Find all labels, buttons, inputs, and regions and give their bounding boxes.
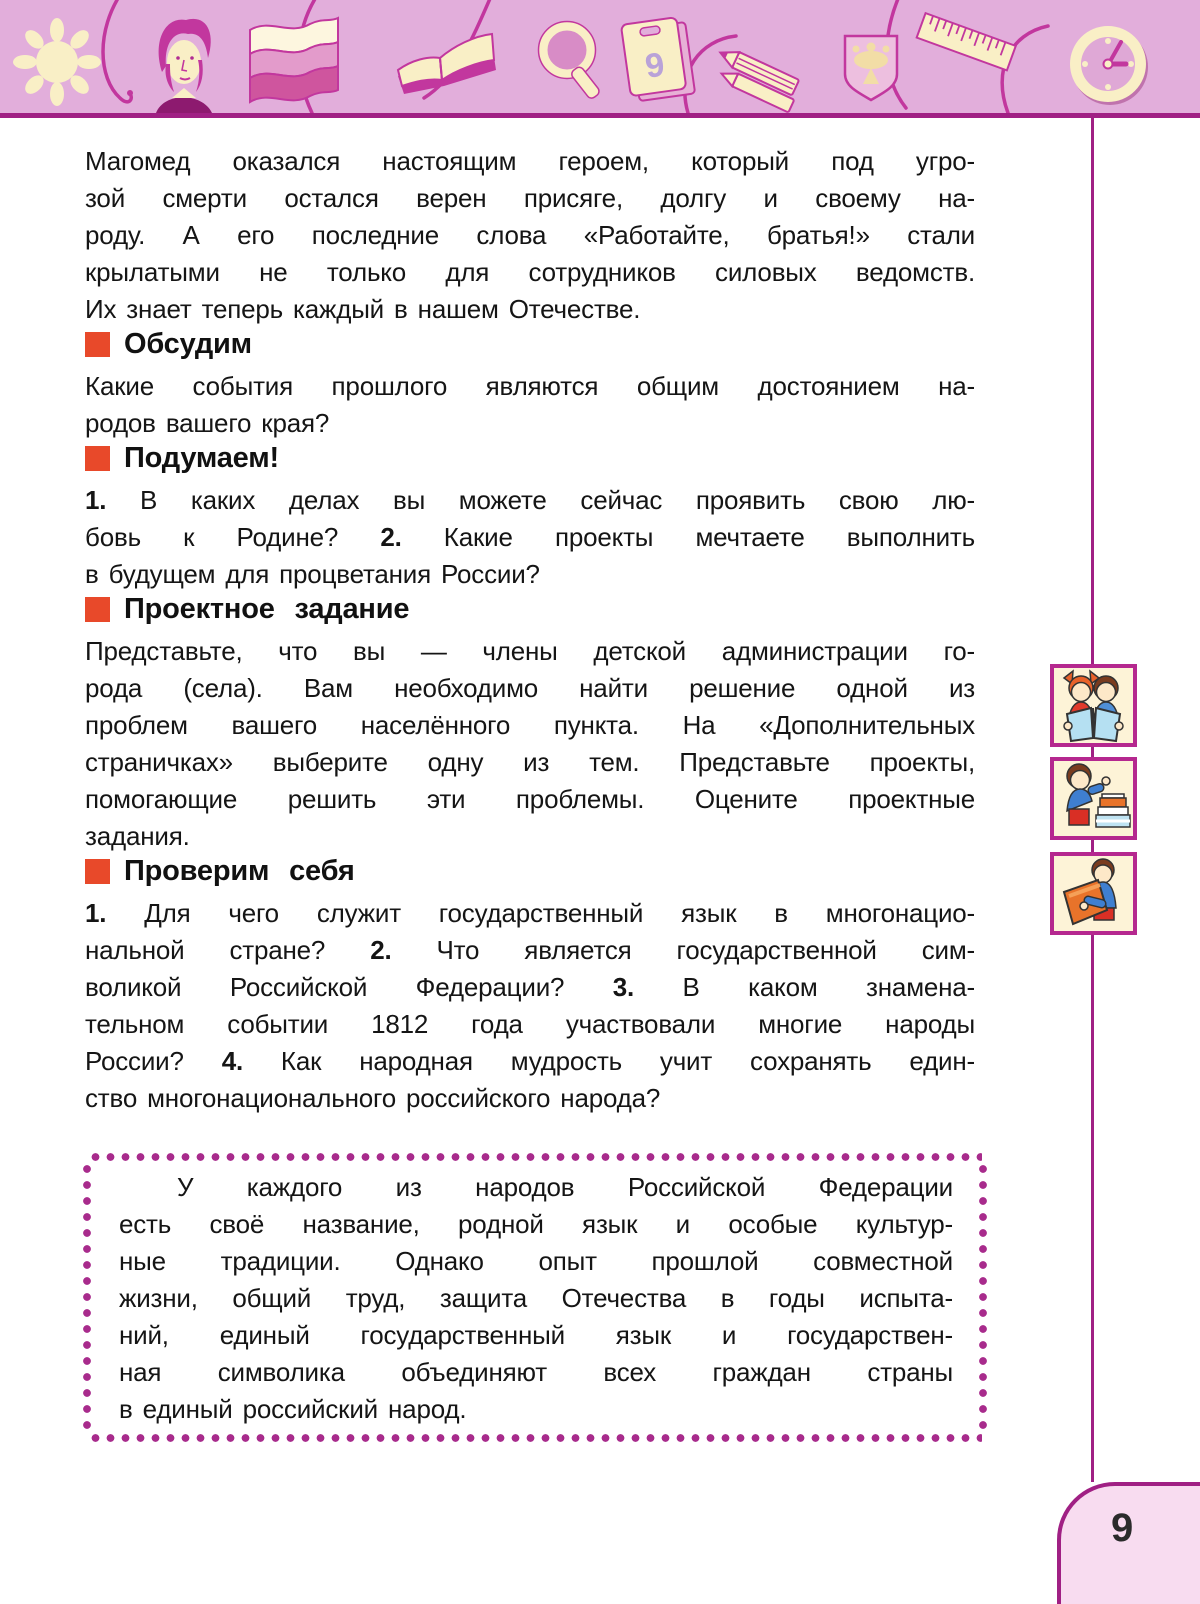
summary-text: У каждого из народов Российской Федерации есть своё название, родной язык и особые культур- ные традиции. Однако опыт прошлой совместной жизни, общий труд, защита Отечества в годы испыта- ний, единый государственный язык и государствен- ная символика объединяют всех граждан страны в единый российский народ. bbox=[119, 1172, 953, 1424]
child-with-book-stack-icon bbox=[1050, 757, 1137, 840]
thread-knot bbox=[127, 90, 133, 96]
ruler-icon bbox=[917, 13, 1016, 70]
pushkin-portrait-icon bbox=[156, 19, 212, 113]
section-bullet-square bbox=[85, 332, 110, 357]
russia-flag-icon bbox=[250, 18, 338, 102]
think-paragraph: 1. В каких делах вы можете сейчас проявить свою лю- бовь к Родине? 2. Какие проекты мечтаете выполнить в будущем для процветания России? bbox=[85, 485, 975, 589]
intro-paragraph: Магомед оказался настоящим героем, который под угро- зой смерти остался верен присяге, долгу и своему на- роду. А его последние слова «Работайте, братья!» стали крылатыми не только для сотрудников силовых ведомств. Их знает теперь каждый в нашем Отечестве. bbox=[85, 146, 975, 324]
child-carrying-book-icon bbox=[1050, 852, 1137, 935]
check-paragraph: 1. Для чего служит государственный язык в многонацио- нальной стране? 2. Что является государственной сим- воликой Российской Федерации? 3. В каком знамена- тельном событии 1812 года участвовали многие народы России? 4. Как народная мудрость учит сохранять един- ство многонационального российского народа? bbox=[85, 898, 976, 1113]
magnifying-glass-icon bbox=[539, 22, 601, 101]
dotted-border-top bbox=[88, 1153, 982, 1161]
dotted-border-bottom bbox=[88, 1434, 982, 1442]
page-number-tab bbox=[1057, 1482, 1200, 1604]
header-band bbox=[0, 0, 1200, 118]
section-bullet-square bbox=[85, 859, 110, 884]
section-title: Обсудим bbox=[124, 328, 252, 360]
section-heading-project bbox=[85, 593, 975, 626]
section-heading-check bbox=[85, 855, 975, 888]
discuss-paragraph: Какие события прошлого являются общим достоянием на- родов вашего края? bbox=[85, 371, 975, 438]
russia-coat-of-arms-icon bbox=[845, 36, 897, 100]
dotted-border-left bbox=[83, 1161, 91, 1434]
header-icons-strip bbox=[0, 0, 1200, 113]
sun-icon bbox=[13, 18, 101, 106]
tear-off-calendar-icon bbox=[621, 16, 695, 102]
page-number: 9 bbox=[1111, 1506, 1133, 1550]
open-book-icon bbox=[398, 34, 496, 94]
main-text-column bbox=[85, 118, 975, 1442]
section-bullet-square bbox=[85, 446, 110, 471]
dotted-border-right bbox=[979, 1161, 987, 1434]
section-title: Проверим себя bbox=[124, 855, 355, 887]
project-paragraph: Представьте, что вы — члены детской администрации го- рода (села). Вам необходимо найти решение одной из проблем вашего населённого пункта. На «Дополнительных страничках» выберите одну из тем. Представьте проекты, помогающие решить эти проблемы. Оцените проектные задания. bbox=[85, 636, 975, 851]
summary-box bbox=[83, 1153, 987, 1442]
calendar-number: 9 bbox=[642, 45, 667, 86]
section-heading-discuss bbox=[85, 328, 975, 361]
section-heading-think bbox=[85, 442, 975, 475]
section-title: Проектное задание bbox=[124, 593, 410, 625]
pencils-icon bbox=[710, 45, 803, 113]
clock-icon bbox=[1070, 26, 1148, 105]
section-title: Подумаем! bbox=[124, 442, 279, 474]
two-children-reading-icon bbox=[1050, 664, 1137, 747]
section-bullet-square bbox=[85, 597, 110, 622]
